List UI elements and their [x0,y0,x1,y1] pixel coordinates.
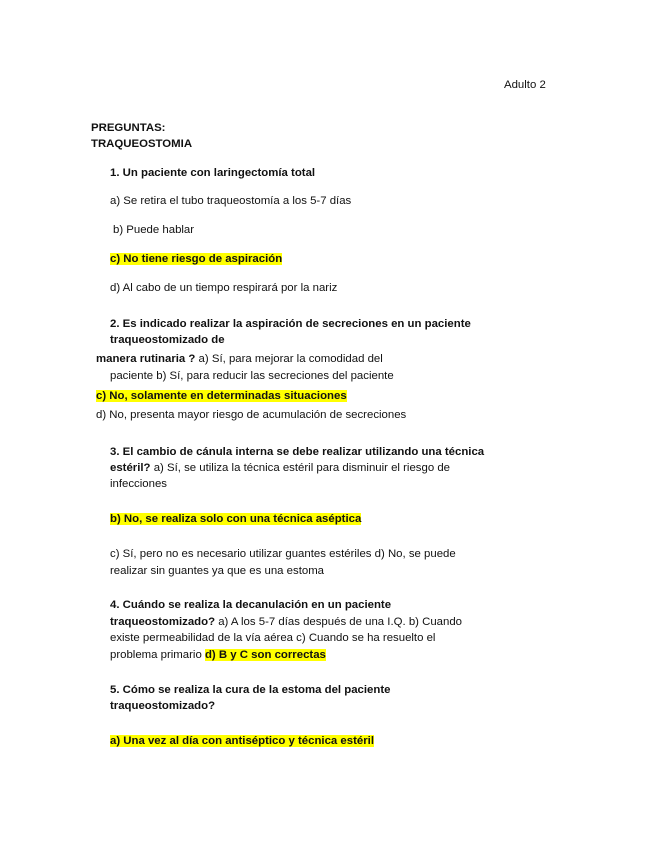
question-5-line2: traqueostomizado? [110,700,216,712]
answer-highlight: c) No tiene riesgo de aspiración [110,253,283,265]
q3-option-a-part2: infecciones [110,478,167,490]
question-3-line1: 3. El cambio de cánula interna se debe realizar utilizando una técnica [110,446,485,458]
question-2-tail: manera rutinaria ? [96,353,196,365]
question-4-line2 [110,615,462,629]
q1-option-d: d) Al cabo de un tiempo respirará por la nariz [110,282,338,294]
question-3-tail: estéril? [110,462,151,474]
question-5-line1: 5. Cómo se realiza la cura de la estoma del paciente [110,684,391,696]
q1-option-a: a) Se retira el tubo traqueostomía a los 5-7 días [110,195,352,207]
answer-highlight: c) No, solamente en determinadas situaciones [96,390,347,402]
heading-preguntas: PREGUNTAS: [91,122,166,134]
question-4-line1: 4. Cuándo se realiza la decanulación en un paciente [110,599,392,611]
q4-options-line1: a) A los 5-7 días después de una I.Q. b) Cuando [215,616,463,628]
question-3-line2 [110,461,450,475]
q4-options-line2: existe permeabilidad de la vía aérea c) Cuando se ha resuelto el [110,632,436,644]
question-1: 1. Un paciente con laringectomía total [110,167,316,179]
heading-topic: TRAQUEOSTOMIA [91,138,193,150]
answer-highlight: a) Una vez al día con antiséptico y técnica estéril [110,735,374,747]
q2-options-ab-part1: a) Sí, para mejorar la comodidad del [195,353,383,365]
q3-option-a-part1: a) Sí, se utiliza la técnica estéril para disminuir el riesgo de [150,462,450,474]
q4-option-d-answer: d) B y C son correctas [204,649,326,661]
document-label: Adulto 2 [504,79,546,91]
q1-option-c-answer [110,252,282,266]
answer-highlight: b) No, se realiza solo con una técnica aséptica [110,513,362,525]
q3-options-cd-line1: c) Sí, pero no es necesario utilizar guantes estériles d) No, se puede [110,548,456,560]
q4-options-line3 [110,648,326,662]
q5-option-a-answer [110,734,374,748]
question-2-line1: 2. Es indicado realizar la aspiración de secreciones en un paciente [110,318,471,330]
question-2-line3 [96,352,383,366]
question-4-tail: traqueostomizado? [110,616,216,628]
q2-option-c-answer [96,389,347,403]
q2-option-d: d) No, presenta mayor riesgo de acumulación de secreciones [96,409,407,421]
question-2-line2: traqueostomizado de [110,334,225,346]
q3-option-b-answer [110,512,361,526]
q2-options-ab-part2: paciente b) Sí, para reducir las secreciones del paciente [110,370,394,382]
q4-text: problema primario [110,649,205,661]
q3-options-cd-line2: realizar sin guantes ya que es una estoma [110,565,325,577]
q1-option-b: b) Puede hablar [113,224,195,236]
